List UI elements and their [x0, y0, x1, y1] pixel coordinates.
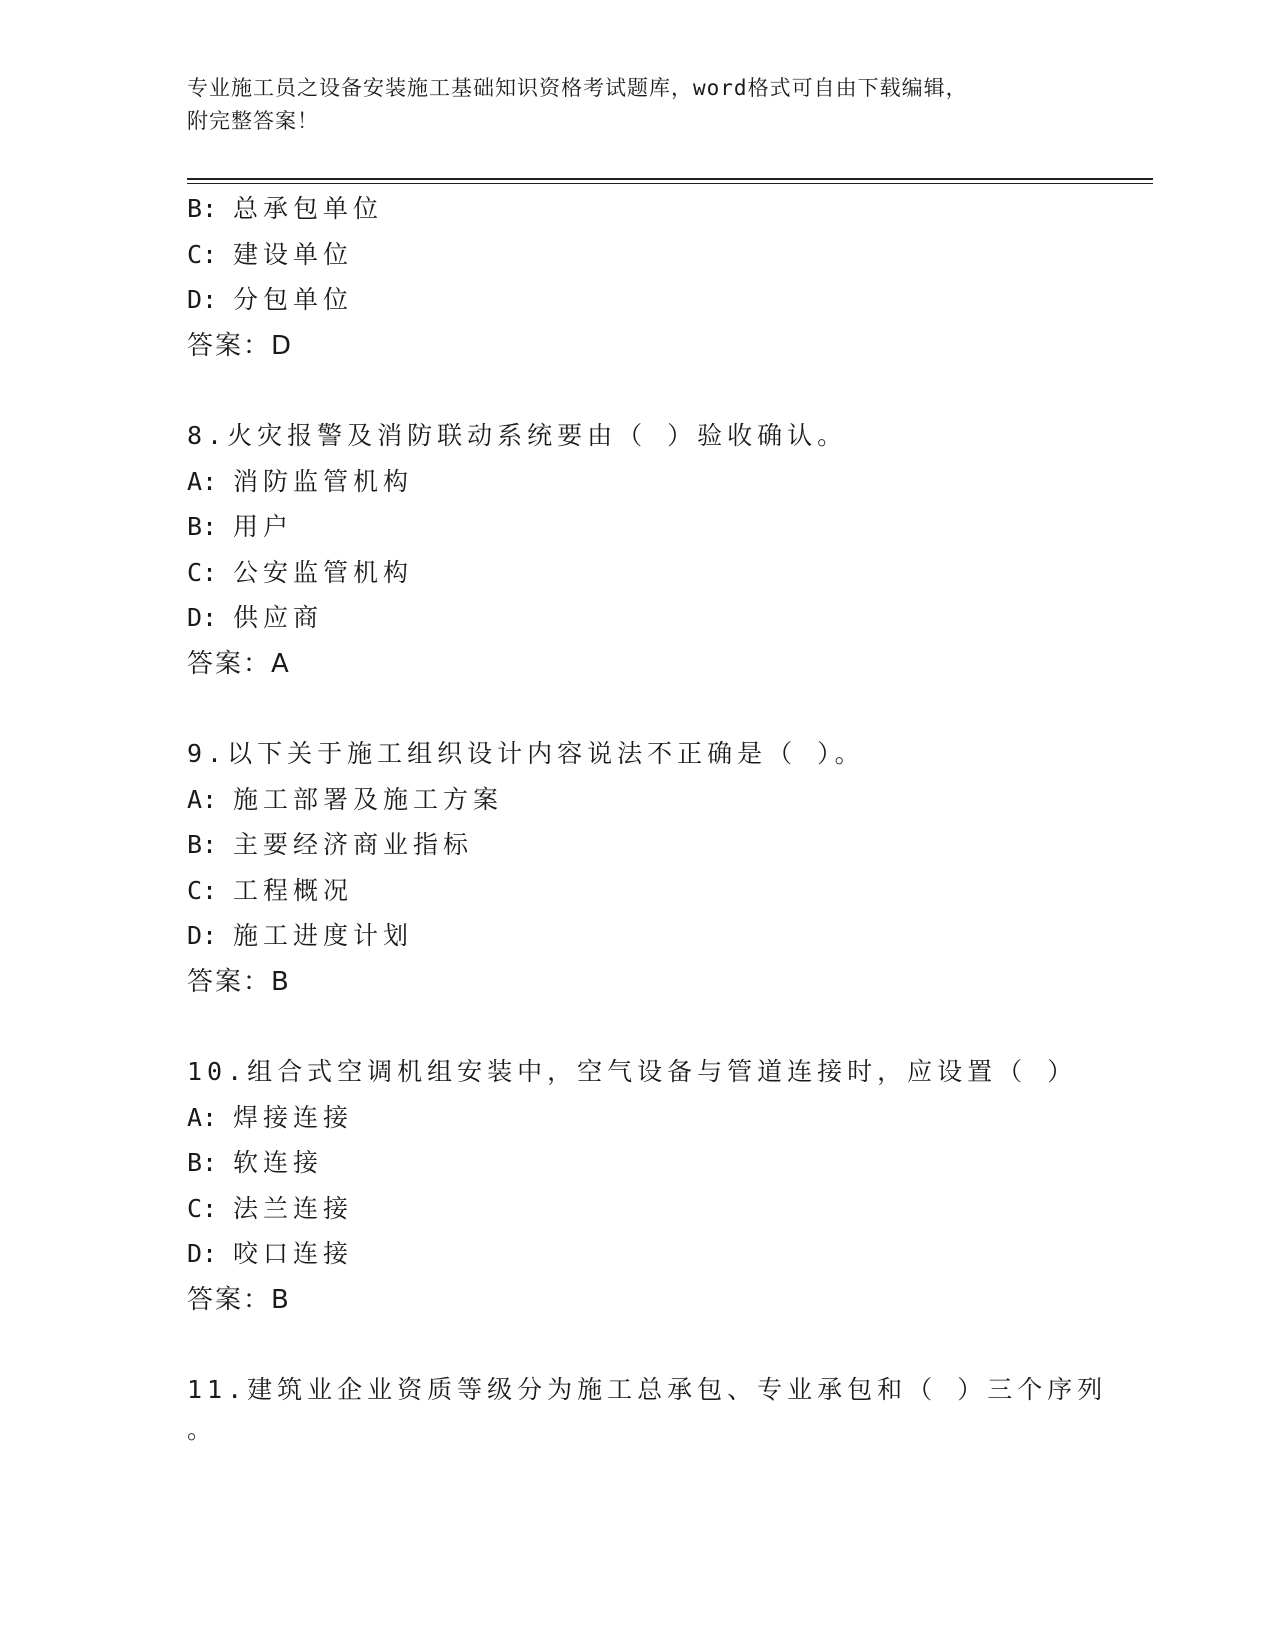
question-9: [187, 731, 1087, 1005]
header-divider-thin: [187, 183, 1153, 184]
question-8: [187, 413, 1087, 687]
header-divider-thick: [187, 178, 1153, 180]
answer-line: 答案：B: [187, 966, 291, 997]
answer-line: 答案：A: [187, 648, 291, 679]
option-b: B: 总承包单位: [187, 194, 384, 223]
option-c: C: 公安监管机构: [187, 557, 414, 587]
option-d: D: 供应商: [187, 603, 324, 632]
option-b: B: 用户: [187, 512, 294, 541]
question-11: [187, 1367, 1108, 1413]
question-title: 10.组合式空调机组安装中，空气设备与管道连接时，应设置（ ）: [187, 1056, 1078, 1086]
question-7: [187, 186, 1087, 369]
option-c: C: 工程概况: [187, 875, 354, 905]
option-b: B: 主要经济商业指标: [187, 830, 474, 859]
header-line-1: 专业施工员之设备安装施工基础知识资格考试题库，word格式可自由下载编辑，: [187, 76, 968, 100]
option-c: C: 法兰连接: [187, 1193, 354, 1223]
question-10: [187, 1049, 1087, 1323]
option-b: B: 软连接: [187, 1148, 324, 1177]
option-a: A: 焊接连接: [187, 1102, 354, 1132]
question-title: 8.火灾报警及消防联动系统要由（ ）验收确认。: [187, 420, 848, 450]
question-title: 9.以下关于施工组织设计内容说法不正确是（ ）。: [187, 738, 865, 768]
option-d: D: 分包单位: [187, 285, 354, 314]
question-title-continuation: 。: [187, 1415, 213, 1444]
answer-line: 答案：D: [187, 330, 294, 361]
header-line-2: 附完整答案！: [187, 109, 319, 133]
document-header: [187, 72, 1067, 138]
option-d: D: 咬口连接: [187, 1239, 354, 1268]
question-list: [187, 186, 1108, 1413]
option-a: A: 施工部署及施工方案: [187, 784, 504, 814]
answer-line: 答案：B: [187, 1284, 291, 1315]
option-c: C: 建设单位: [187, 239, 354, 269]
option-a: A: 消防监管机构: [187, 466, 414, 496]
question-title: 11.建筑业企业资质等级分为施工总承包、专业承包和（ ）三个序列: [187, 1374, 1108, 1404]
option-d: D: 施工进度计划: [187, 921, 414, 950]
